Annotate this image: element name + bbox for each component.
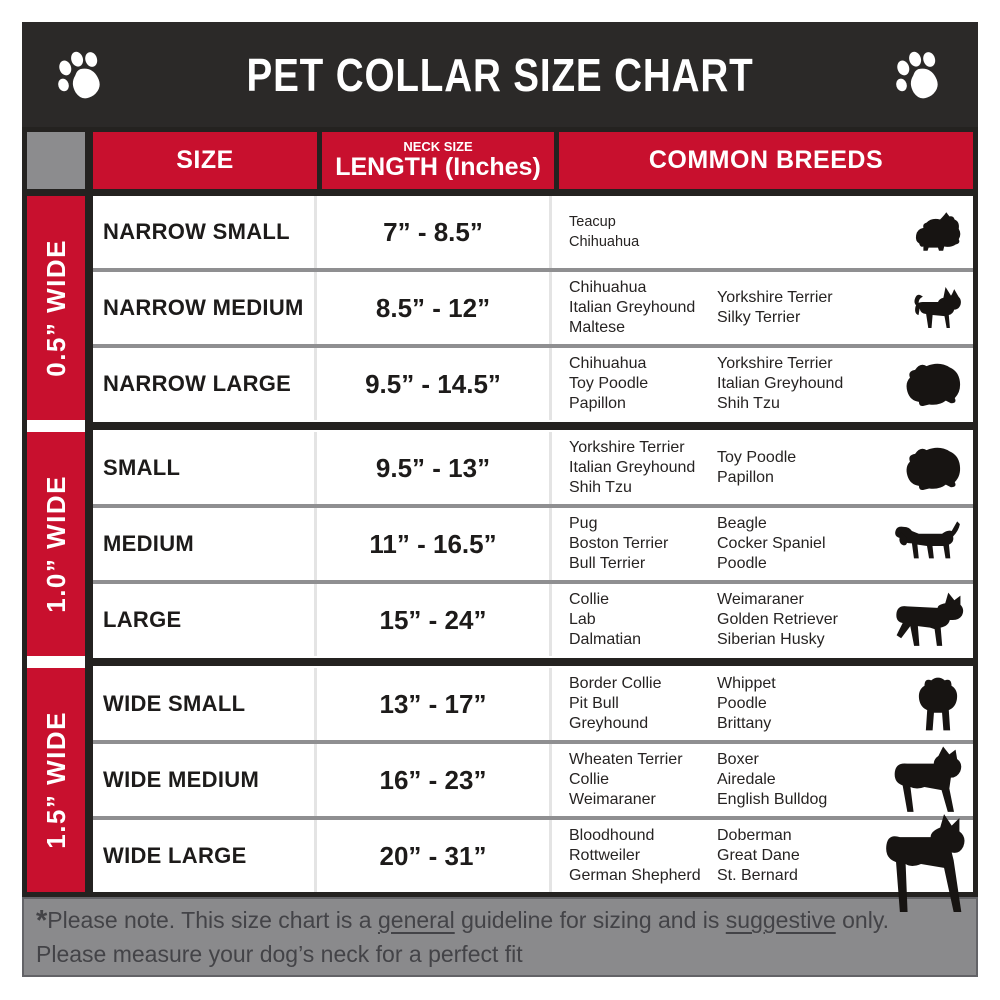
table-row — [93, 432, 973, 504]
neck-size-cell: 11” - 16.5” — [317, 508, 552, 580]
breeds-cell — [552, 820, 973, 892]
breed-line: Italian Greyhound — [569, 459, 696, 476]
breed-line: Shih Tzu — [717, 395, 780, 412]
corner-cell — [27, 132, 85, 189]
pekingese-icon — [901, 441, 965, 495]
breed-line: Poodle — [717, 555, 767, 572]
width-band-label: 1.0” WIDE — [40, 475, 71, 613]
group-rows — [93, 432, 973, 656]
breed-line: Border Collie — [569, 675, 662, 692]
width-band-label: 0.5” WIDE — [40, 239, 71, 377]
breed-line: Greyhound — [569, 715, 649, 732]
doberman-icon — [873, 809, 969, 921]
size-cell: NARROW LARGE — [93, 348, 317, 420]
size-cell: WIDE MEDIUM — [93, 744, 317, 816]
shih-tzu-icon — [901, 357, 965, 411]
size-cell: MEDIUM — [93, 508, 317, 580]
breed-line: Great Dane — [717, 847, 800, 864]
breed-line: Toy Poodle — [717, 449, 797, 466]
breed-line: Collie — [569, 591, 610, 608]
group-separator — [27, 656, 973, 668]
neck-size-cell: 15” - 24” — [317, 584, 552, 656]
neck-size-cell: 9.5” - 13” — [317, 432, 552, 504]
breed-list-a — [569, 212, 717, 252]
width-group-15 — [27, 668, 973, 892]
breed-line: Papillon — [717, 469, 774, 486]
breed-line: German Shepherd — [569, 867, 701, 884]
breed-line: Chihuahua — [569, 234, 640, 250]
neck-size-cell: 9.5” - 14.5” — [317, 348, 552, 420]
breed-line: Yorkshire Terrier — [569, 439, 685, 456]
breed-line: Bloodhound — [569, 827, 655, 844]
divider — [85, 432, 93, 656]
breed-line: Chihuahua — [569, 355, 647, 372]
breed-list-a — [569, 354, 717, 414]
width-group-05 — [27, 196, 973, 420]
yorkshire-terrier-icon — [913, 210, 965, 254]
breed-line: Silky Terrier — [717, 309, 801, 326]
breed-line: Pug — [569, 515, 598, 532]
breed-line: Wheaten Terrier — [569, 751, 683, 768]
table-row — [93, 504, 973, 580]
table-row — [93, 344, 973, 420]
group-rows — [93, 196, 973, 420]
bulldog-icon — [911, 673, 965, 735]
asterisk: * — [36, 905, 48, 937]
neck-size-cell: 13” - 17” — [317, 668, 552, 740]
breed-line: Pit Bull — [569, 695, 619, 712]
page-title: PET COLLAR SIZE CHART — [246, 48, 754, 101]
breed-list-a — [569, 590, 717, 650]
table-row — [93, 196, 973, 268]
breed-list-a — [569, 674, 717, 734]
note-text: only. — [835, 907, 890, 933]
breed-line: Beagle — [717, 515, 767, 532]
width-band-15 — [27, 668, 85, 892]
size-cell: WIDE LARGE — [93, 820, 317, 892]
table-row — [93, 740, 973, 816]
breed-line: Airedale — [717, 771, 776, 788]
breed-list-a — [569, 750, 717, 810]
breeds-cell — [552, 272, 973, 344]
breed-line: Whippet — [717, 675, 776, 692]
breed-list-a — [569, 826, 717, 886]
breed-line: Teacup — [569, 214, 616, 230]
neck-size-cell: 8.5” - 12” — [317, 272, 552, 344]
breed-line: Chihuahua — [569, 279, 647, 296]
size-cell: SMALL — [93, 432, 317, 504]
divider — [85, 668, 93, 892]
breed-line: Poodle — [717, 695, 767, 712]
group-rows — [93, 668, 973, 892]
breed-line: Dalmatian — [569, 631, 642, 648]
breed-line: English Bulldog — [717, 791, 828, 808]
breed-line: Brittany — [717, 715, 772, 732]
table-row — [93, 580, 973, 656]
column-header-neck-size — [322, 132, 554, 189]
width-band-05 — [27, 196, 85, 420]
breed-line: Maltese — [569, 319, 626, 336]
breeds-cell — [552, 744, 973, 816]
note-line-2: Please measure your dog’s neck for a perfect fit — [36, 941, 523, 967]
width-band-label: 1.5” WIDE — [40, 711, 71, 849]
note-text: guideline for sizing and is — [454, 907, 726, 933]
pit-bull-icon — [887, 745, 965, 815]
beagle-icon — [889, 520, 965, 568]
neck-size-cell: 16” - 23” — [317, 744, 552, 816]
breed-line: Rottweiler — [569, 847, 641, 864]
breed-line: Lab — [569, 611, 596, 628]
size-cell: WIDE SMALL — [93, 668, 317, 740]
size-chart-table — [22, 127, 978, 897]
paw-icon — [52, 46, 110, 104]
breed-line: Yorkshire Terrier — [717, 289, 833, 306]
note-underlined-word: suggestive — [725, 907, 836, 933]
note-text: Please note. This size chart is a — [47, 907, 378, 933]
breeds-cell — [552, 584, 973, 656]
size-cell: NARROW SMALL — [93, 196, 317, 268]
column-header-size: SIZE — [93, 132, 317, 189]
breed-list-a — [569, 514, 717, 574]
breed-line: Doberman — [717, 827, 792, 844]
breed-list-a — [569, 438, 717, 498]
german-shepherd-icon — [889, 588, 965, 652]
table-row — [93, 816, 973, 892]
note-underlined-word: general — [377, 907, 455, 933]
breeds-cell — [552, 348, 973, 420]
breed-line: Weimaraner — [569, 791, 656, 808]
breeds-cell — [552, 432, 973, 504]
breed-line: Boston Terrier — [569, 535, 669, 552]
breed-line: Shih Tzu — [569, 479, 632, 496]
breed-line: Golden Retriever — [717, 611, 838, 628]
breed-line: Italian Greyhound — [717, 375, 844, 392]
breed-line: Italian Greyhound — [569, 299, 696, 316]
breed-line: Yorkshire Terrier — [717, 355, 833, 372]
chihuahua-icon — [911, 280, 965, 336]
breed-line: Papillon — [569, 395, 626, 412]
breed-line: Collie — [569, 771, 610, 788]
footer-note — [22, 897, 978, 977]
neck-size-sublabel: NECK SIZE — [403, 138, 473, 154]
size-cell: LARGE — [93, 584, 317, 656]
paw-icon — [890, 46, 948, 104]
size-cell: NARROW MEDIUM — [93, 272, 317, 344]
title-bar — [22, 22, 978, 127]
group-separator — [27, 420, 973, 432]
divider — [85, 196, 93, 420]
breed-line: Siberian Husky — [717, 631, 825, 648]
note-line-1 — [36, 904, 966, 938]
neck-size-label: LENGTH (Inches) — [335, 153, 541, 182]
table-header-row — [27, 132, 973, 189]
breed-line: Toy Poodle — [569, 375, 649, 392]
breeds-cell — [552, 508, 973, 580]
breed-line: Boxer — [717, 751, 759, 768]
width-band-10 — [27, 432, 85, 656]
chart-frame — [22, 22, 978, 977]
neck-size-cell: 20” - 31” — [317, 820, 552, 892]
neck-size-cell: 7” - 8.5” — [317, 196, 552, 268]
table-row — [93, 668, 973, 740]
breeds-cell — [552, 196, 973, 268]
breed-line: St. Bernard — [717, 867, 798, 884]
breeds-cell — [552, 668, 973, 740]
table-row — [93, 268, 973, 344]
breed-list-a — [569, 278, 717, 338]
breed-line: Bull Terrier — [569, 555, 646, 572]
width-group-10 — [27, 432, 973, 656]
column-header-common-breeds: COMMON BREEDS — [559, 132, 973, 189]
breed-line: Weimaraner — [717, 591, 804, 608]
breed-line: Cocker Spaniel — [717, 535, 826, 552]
